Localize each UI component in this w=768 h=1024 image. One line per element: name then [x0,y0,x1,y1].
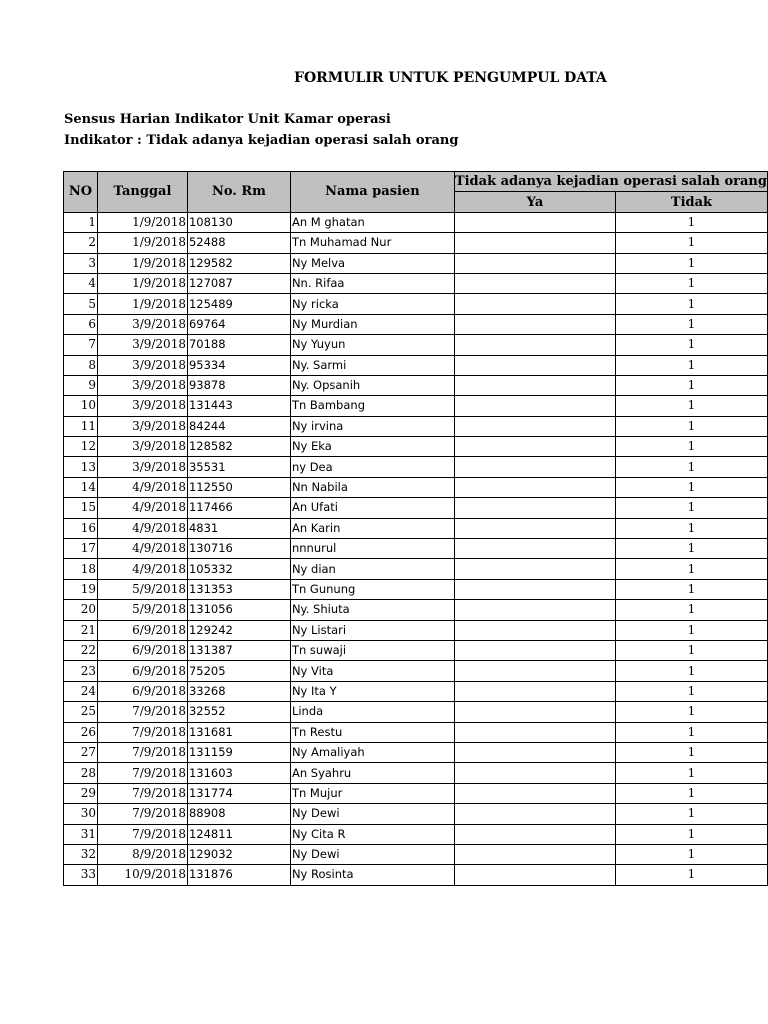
cell-no-rm: 95334 [187,355,290,375]
cell-tanggal: 7/9/2018 [97,804,187,824]
cell-ya [454,233,615,253]
cell-nama-pasien: Ny. Sarmi [290,355,454,375]
cell-no-rm: 131387 [187,640,290,660]
cell-no: 17 [64,539,98,559]
cell-ya [454,294,615,314]
header-group-indicator: Tidak adanya kejadian operasi salah orang [454,172,767,192]
cell-no-rm: 33268 [187,681,290,701]
cell-no: 1 [64,212,98,232]
table-row [64,477,768,497]
cell-tanggal: 3/9/2018 [97,396,187,416]
cell-no: 14 [64,477,98,497]
table-row [64,294,768,314]
cell-nama-pasien: Nn. Rifaa [290,273,454,293]
cell-tidak: 1 [615,539,767,559]
cell-tidak: 1 [615,416,767,436]
cell-tanggal: 1/9/2018 [97,212,187,232]
cell-ya [454,253,615,273]
cell-ya [454,661,615,681]
cell-tidak: 1 [615,335,767,355]
cell-no: 29 [64,783,98,803]
table-row [64,559,768,579]
cell-nama-pasien: Tn Restu [290,722,454,742]
table-row [64,233,768,253]
cell-tanggal: 6/9/2018 [97,681,187,701]
cell-tanggal: 4/9/2018 [97,518,187,538]
cell-tanggal: 1/9/2018 [97,294,187,314]
cell-no: 28 [64,763,98,783]
cell-no-rm: 108130 [187,212,290,232]
cell-no: 18 [64,559,98,579]
cell-nama-pasien: Ny Eka [290,437,454,457]
cell-no-rm: 128582 [187,437,290,457]
cell-no: 16 [64,518,98,538]
cell-no: 7 [64,335,98,355]
cell-nama-pasien: Tn suwaji [290,640,454,660]
cell-no-rm: 131443 [187,396,290,416]
cell-nama-pasien: Tn Mujur [290,783,454,803]
table-row [64,661,768,681]
cell-nama-pasien: Tn Bambang [290,396,454,416]
cell-no: 11 [64,416,98,436]
cell-nama-pasien: Ny Dewi [290,844,454,864]
cell-nama-pasien: Nn Nabila [290,477,454,497]
cell-no-rm: 52488 [187,233,290,253]
cell-no-rm: 125489 [187,294,290,314]
cell-tanggal: 7/9/2018 [97,722,187,742]
cell-no: 12 [64,437,98,457]
cell-no: 15 [64,498,98,518]
cell-no-rm: 93878 [187,375,290,395]
cell-nama-pasien: Ny Yuyun [290,335,454,355]
table-row [64,579,768,599]
cell-no: 32 [64,844,98,864]
cell-nama-pasien: Ny Cita R [290,824,454,844]
cell-tanggal: 4/9/2018 [97,477,187,497]
cell-tanggal: 5/9/2018 [97,579,187,599]
table-row [64,620,768,640]
table-row [64,742,768,762]
table-row [64,722,768,742]
table-row [64,253,768,273]
cell-no-rm: 131603 [187,763,290,783]
cell-tidak: 1 [615,559,767,579]
cell-no-rm: 32552 [187,702,290,722]
cell-no-rm: 130716 [187,539,290,559]
cell-no: 13 [64,457,98,477]
cell-ya [454,865,615,885]
header-tanggal: Tanggal [97,172,187,213]
table-row [64,783,768,803]
cell-tidak: 1 [615,355,767,375]
cell-tidak: 1 [615,253,767,273]
cell-ya [454,722,615,742]
cell-no-rm: 35531 [187,457,290,477]
cell-no-rm: 131774 [187,783,290,803]
cell-ya [454,640,615,660]
cell-nama-pasien: nnnurul [290,539,454,559]
cell-tanggal: 6/9/2018 [97,661,187,681]
cell-no: 8 [64,355,98,375]
cell-no: 31 [64,824,98,844]
cell-tidak: 1 [615,783,767,803]
cell-no-rm: 117466 [187,498,290,518]
header-ya: Ya [454,192,615,212]
cell-no-rm: 131056 [187,600,290,620]
cell-tidak: 1 [615,457,767,477]
cell-tidak: 1 [615,702,767,722]
cell-no: 25 [64,702,98,722]
cell-ya [454,396,615,416]
cell-nama-pasien: Tn Gunung [290,579,454,599]
cell-tidak: 1 [615,212,767,232]
cell-no: 23 [64,661,98,681]
cell-tanggal: 4/9/2018 [97,498,187,518]
cell-tidak: 1 [615,437,767,457]
cell-tanggal: 3/9/2018 [97,437,187,457]
cell-ya [454,783,615,803]
cell-no-rm: 75205 [187,661,290,681]
cell-nama-pasien: Ny Dewi [290,804,454,824]
cell-tidak: 1 [615,396,767,416]
cell-nama-pasien: Ny Rosinta [290,865,454,885]
cell-tidak: 1 [615,804,767,824]
cell-ya [454,355,615,375]
cell-tanggal: 3/9/2018 [97,335,187,355]
cell-tanggal: 4/9/2018 [97,559,187,579]
cell-nama-pasien: An Syahru [290,763,454,783]
cell-nama-pasien: Ny Amaliyah [290,742,454,762]
cell-tanggal: 3/9/2018 [97,375,187,395]
cell-tanggal: 7/9/2018 [97,763,187,783]
cell-ya [454,212,615,232]
cell-ya [454,477,615,497]
cell-tanggal: 1/9/2018 [97,253,187,273]
header-tidak: Tidak [615,192,767,212]
cell-tanggal: 1/9/2018 [97,273,187,293]
cell-no-rm: 70188 [187,335,290,355]
cell-tanggal: 4/9/2018 [97,539,187,559]
table-header [64,172,768,213]
cell-tanggal: 5/9/2018 [97,600,187,620]
cell-ya [454,824,615,844]
cell-tanggal: 3/9/2018 [97,457,187,477]
cell-no: 30 [64,804,98,824]
table-row [64,457,768,477]
header-no-rm: No. Rm [187,172,290,213]
cell-no: 6 [64,314,98,334]
cell-no: 22 [64,640,98,660]
table-row [64,702,768,722]
cell-ya [454,559,615,579]
cell-no: 33 [64,865,98,885]
data-table [63,171,768,886]
cell-no-rm: 4831 [187,518,290,538]
cell-nama-pasien: Ny. Opsanih [290,375,454,395]
cell-ya [454,804,615,824]
cell-ya [454,620,615,640]
cell-ya [454,314,615,334]
cell-ya [454,600,615,620]
cell-nama-pasien: Linda [290,702,454,722]
cell-tidak: 1 [615,518,767,538]
cell-tidak: 1 [615,620,767,640]
cell-no: 10 [64,396,98,416]
cell-no-rm: 131876 [187,865,290,885]
cell-ya [454,742,615,762]
table-row [64,844,768,864]
cell-ya [454,681,615,701]
table-row [64,640,768,660]
cell-nama-pasien: Ny Murdian [290,314,454,334]
cell-tidak: 1 [615,722,767,742]
cell-tidak: 1 [615,681,767,701]
cell-ya [454,498,615,518]
cell-tidak: 1 [615,579,767,599]
table-row [64,437,768,457]
table-row [64,335,768,355]
cell-tidak: 1 [615,865,767,885]
cell-ya [454,763,615,783]
cell-no: 9 [64,375,98,395]
cell-nama-pasien: Ny. Shiuta [290,600,454,620]
cell-no-rm: 88908 [187,804,290,824]
cell-tanggal: 6/9/2018 [97,640,187,660]
cell-no: 4 [64,273,98,293]
cell-tidak: 1 [615,498,767,518]
cell-no: 27 [64,742,98,762]
indicator-subtitle: Indikator : Tidak adanya kejadian operasi salah orang [64,133,459,148]
cell-no: 19 [64,579,98,599]
table-row [64,314,768,334]
cell-tidak: 1 [615,273,767,293]
cell-no-rm: 131681 [187,722,290,742]
header-nama-pasien: Nama pasien [290,172,454,213]
cell-nama-pasien: Ny Melva [290,253,454,273]
table-row [64,539,768,559]
header-no: NO [64,172,98,213]
cell-no: 24 [64,681,98,701]
cell-ya [454,518,615,538]
table-row [64,600,768,620]
cell-no: 20 [64,600,98,620]
cell-ya [454,844,615,864]
cell-nama-pasien: Ny ricka [290,294,454,314]
cell-ya [454,457,615,477]
table-row [64,681,768,701]
cell-no: 5 [64,294,98,314]
cell-no-rm: 69764 [187,314,290,334]
cell-tidak: 1 [615,600,767,620]
cell-tidak: 1 [615,824,767,844]
table-row [64,824,768,844]
cell-ya [454,702,615,722]
cell-tidak: 1 [615,294,767,314]
cell-nama-pasien: Ny irvina [290,416,454,436]
cell-no-rm: 131159 [187,742,290,762]
cell-no-rm: 129032 [187,844,290,864]
cell-tidak: 1 [615,661,767,681]
cell-tanggal: 7/9/2018 [97,742,187,762]
cell-no-rm: 127087 [187,273,290,293]
table-row [64,865,768,885]
cell-no: 21 [64,620,98,640]
cell-ya [454,579,615,599]
cell-no-rm: 84244 [187,416,290,436]
cell-no: 2 [64,233,98,253]
table-row [64,518,768,538]
table-row [64,763,768,783]
cell-ya [454,375,615,395]
cell-ya [454,437,615,457]
cell-no-rm: 129582 [187,253,290,273]
cell-tanggal: 7/9/2018 [97,702,187,722]
cell-tanggal: 8/9/2018 [97,844,187,864]
cell-ya [454,539,615,559]
table-row [64,498,768,518]
cell-tanggal: 7/9/2018 [97,824,187,844]
cell-no: 26 [64,722,98,742]
cell-nama-pasien: An Ufati [290,498,454,518]
cell-tanggal: 7/9/2018 [97,783,187,803]
cell-no-rm: 129242 [187,620,290,640]
table-body [64,212,768,885]
cell-tidak: 1 [615,763,767,783]
census-subtitle: Sensus Harian Indikator Unit Kamar operasi [64,112,391,127]
cell-tanggal: 3/9/2018 [97,314,187,334]
cell-nama-pasien: An M ghatan [290,212,454,232]
table-row [64,355,768,375]
cell-no-rm: 105332 [187,559,290,579]
cell-ya [454,335,615,355]
cell-nama-pasien: Tn Muhamad Nur [290,233,454,253]
cell-nama-pasien: Ny Listari [290,620,454,640]
table-row [64,396,768,416]
cell-tanggal: 1/9/2018 [97,233,187,253]
cell-ya [454,273,615,293]
cell-tidak: 1 [615,314,767,334]
cell-tanggal: 3/9/2018 [97,416,187,436]
cell-nama-pasien: Ny Ita Y [290,681,454,701]
cell-ya [454,416,615,436]
cell-nama-pasien: Ny dian [290,559,454,579]
table-row [64,416,768,436]
cell-no-rm: 124811 [187,824,290,844]
table-row [64,212,768,232]
cell-tidak: 1 [615,640,767,660]
cell-tanggal: 6/9/2018 [97,620,187,640]
table-row [64,804,768,824]
cell-tidak: 1 [615,742,767,762]
table-row [64,273,768,293]
cell-nama-pasien: An Karin [290,518,454,538]
cell-tidak: 1 [615,233,767,253]
cell-tidak: 1 [615,375,767,395]
cell-nama-pasien: Ny Vita [290,661,454,681]
cell-nama-pasien: ny Dea [290,457,454,477]
cell-tidak: 1 [615,477,767,497]
cell-no-rm: 112550 [187,477,290,497]
cell-tidak: 1 [615,844,767,864]
table-row [64,375,768,395]
cell-tanggal: 10/9/2018 [97,865,187,885]
cell-tanggal: 3/9/2018 [97,355,187,375]
cell-no-rm: 131353 [187,579,290,599]
form-title: FORMULIR UNTUK PENGUMPUL DATA [294,70,607,86]
cell-no: 3 [64,253,98,273]
